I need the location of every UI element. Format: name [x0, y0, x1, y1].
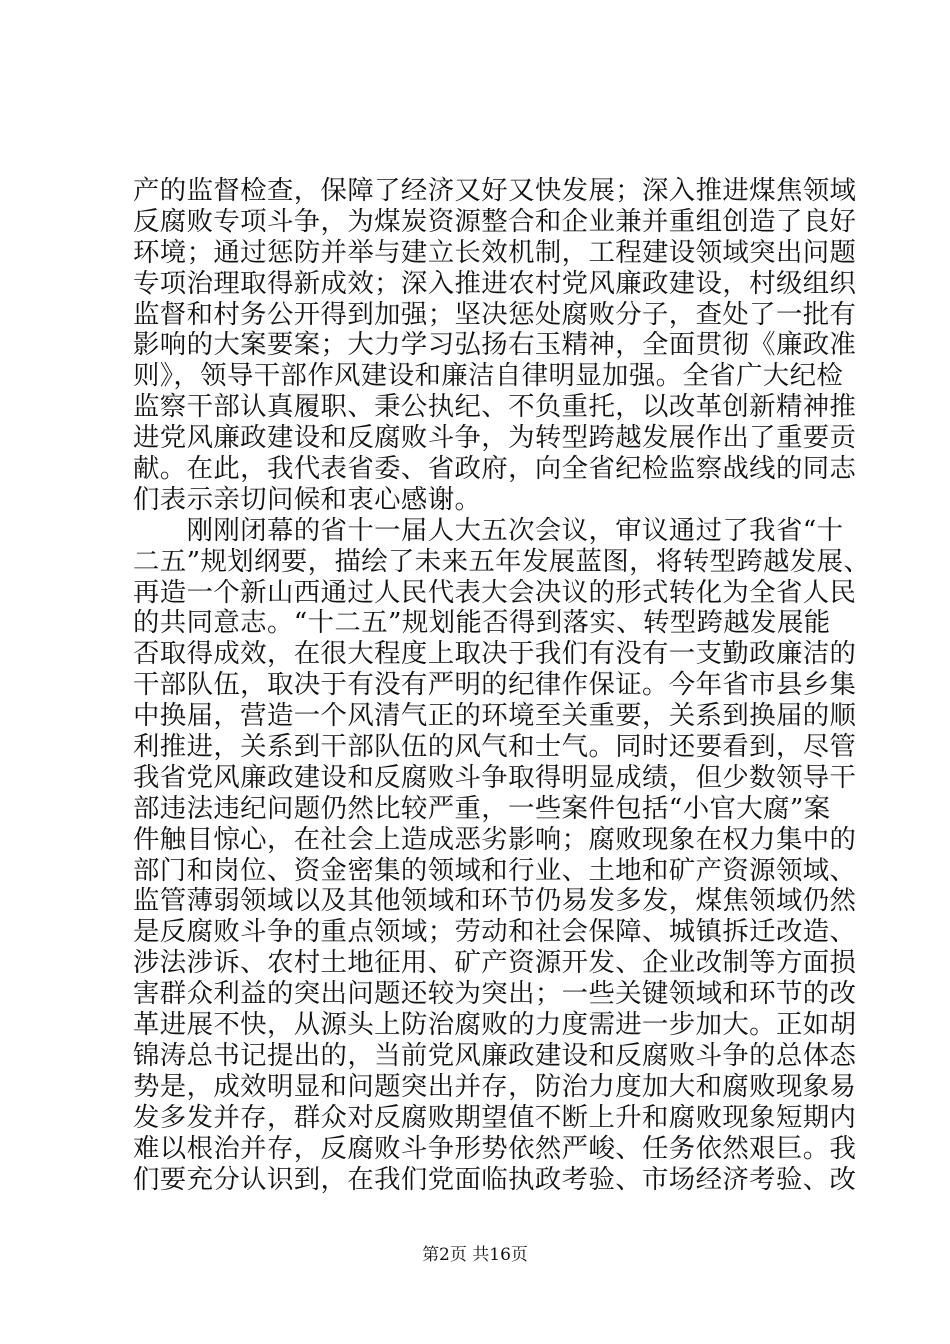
text-line: 专项治理取得新成效；深入推进农村党风廉政建设，村级组织 [133, 267, 857, 299]
page-number-label: 第2页 共16页 [422, 1245, 528, 1265]
text-line: 影响的大案要案；大力学习弘扬右玉精神，全面贯彻《廉政准 [133, 329, 857, 361]
text-line: 产的监督检查，保障了经济又好又快发展；深入推进煤焦领域 [133, 175, 857, 206]
text-line: 中换届，营造一个风清气正的环境至关重要，关系到换届的顺 [133, 700, 857, 732]
text-line: 们表示亲切问候和衷心感谢。 [133, 483, 482, 515]
text-line: 进党风廉政建设和反腐败斗争，为转型跨越发展作出了重要贡 [133, 422, 857, 454]
text-line: 的共同意志。“十二五”规划能否得到落实、转型跨越发展能 [133, 607, 831, 639]
text-line: 部门和岗位、资金密集的领域和行业、土地和矿产资源领域、 [133, 854, 857, 886]
body-text [133, 176, 873, 1195]
text-line: 害群众利益的突出问题还较为突出；一些关键领域和环节的改 [133, 978, 857, 1010]
text-line: 们要充分认识到，在我们党面临执政考验、市场经济考验、改 [133, 1163, 857, 1195]
text-line: 我省党风廉政建设和反腐败斗争取得明显成绩，但少数领导干 [133, 761, 857, 793]
text-line: 是反腐败斗争的重点领域；劳动和社会保障、城镇拆迁改造、 [133, 916, 857, 948]
text-line: 献。在此，我代表省委、省政府，向全省纪检监察战线的同志 [133, 453, 857, 485]
text-line: 难以根治并存，反腐败斗争形势依然严峻、任务依然艰巨。我 [133, 1132, 857, 1164]
text-line: 发多发并存，群众对反腐败期望值不断上升和腐败现象短期内 [133, 1101, 857, 1133]
text-line: 件触目惊心，在社会上造成恶劣影响；腐败现象在权力集中的 [133, 823, 857, 855]
text-line: 革进展不快，从源头上防治腐败的力度需进一步加大。正如胡 [133, 1009, 857, 1041]
text-line: 再造一个新山西通过人民代表大会决议的形式转化为全省人民 [133, 576, 857, 608]
text-line: 二五”规划纲要，描绘了未来五年发展蓝图，将转型跨越发展、 [133, 545, 871, 577]
text-line: 利推进，关系到干部队伍的风气和士气。同时还要看到，尽管 [133, 731, 857, 763]
text-line: 否取得成效，在很大程度上取决于我们有没有一支勤政廉洁的 [133, 638, 857, 670]
text-line: 反腐败专项斗争，为煤炭资源整合和企业兼并重组创造了良好 [133, 205, 857, 237]
page-footer [0, 1240, 950, 1265]
text-line: 涉法涉诉、农村土地征用、矿产资源开发、企业改制等方面损 [133, 947, 857, 979]
text-line: 锦涛总书记提出的，当前党风廉政建设和反腐败斗争的总体态 [133, 1039, 857, 1071]
text-line: 监督和村务公开得到加强；坚决惩处腐败分子，查处了一批有 [133, 298, 857, 330]
text-line: 则》，领导干部作风建设和廉洁自律明显加强。全省广大纪检 [133, 360, 844, 392]
text-line: 刚刚闭幕的省十一届人大五次会议，审议通过了我省“十 [133, 514, 844, 546]
text-line: 环境；通过惩防并举与建立长效机制，工程建设领域突出问题 [133, 236, 857, 268]
text-line: 干部队伍，取决于有没有严明的纪律作保证。今年省市县乡集 [133, 669, 857, 701]
text-line: 监管薄弱领域以及其他领域和环节仍易发多发，煤焦领域仍然 [133, 885, 857, 917]
text-line: 部违法违纪问题仍然比较严重，一些案件包括“小官大腐”案 [133, 792, 831, 824]
text-line: 监察干部认真履职、秉公执纪、不负重托，以改革创新精神推 [133, 391, 857, 423]
text-line: 势是，成效明显和问题突出并存，防治力度加大和腐败现象易 [133, 1070, 857, 1102]
